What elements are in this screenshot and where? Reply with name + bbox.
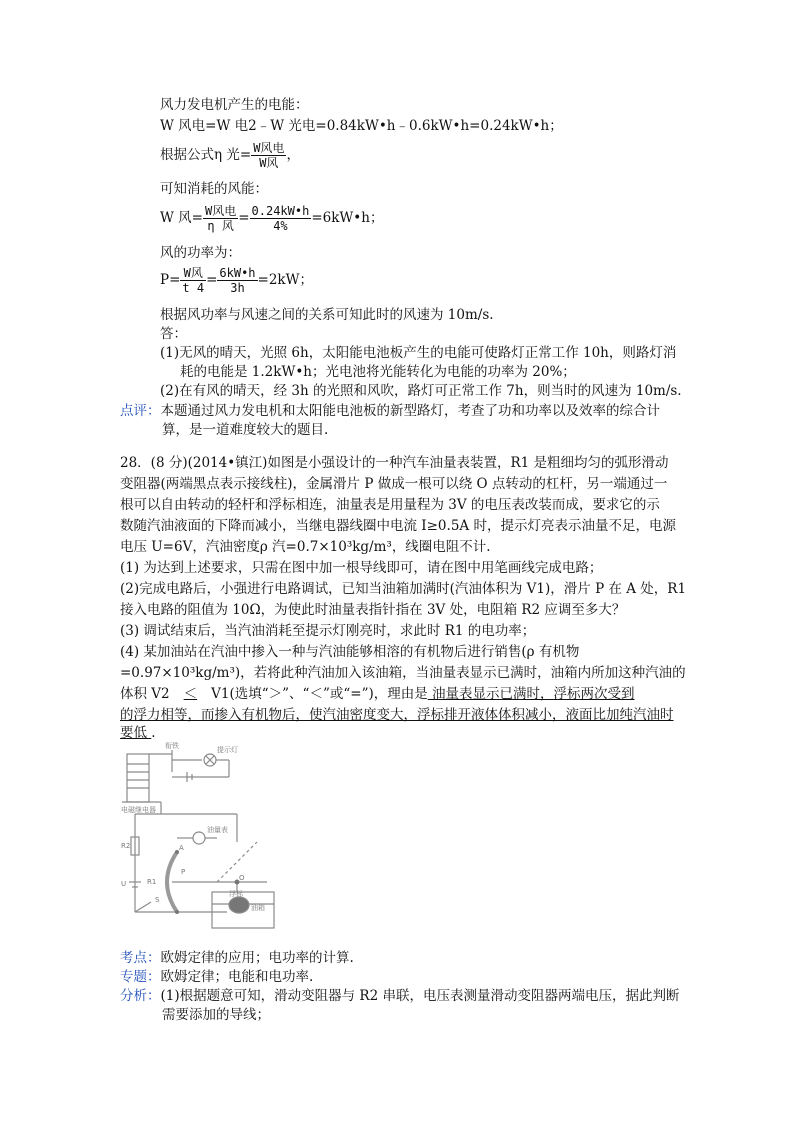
- answer-line: 耗的电能是 1.2kW•h；光电池将光能转化为电能的功率为 20%；: [180, 364, 576, 380]
- fraction: $\frac{6kW•h}{3h}$: [219, 266, 256, 295]
- fig-label-r1: R1: [147, 878, 157, 886]
- fraction: $\frac{\text{W风电}}{\text{W风}}$: [253, 141, 285, 170]
- fraction: $\frac{0.24kW•h}{4\%}$: [251, 204, 310, 233]
- question-text: 变阻器(两端黑点表示接线柱)，金属滑片 P 做成一根可以绕 O 点转动的杠杆，另一端通过一: [120, 476, 668, 492]
- answer-line: (2)在有风的晴天，经 3h 的光照和风吹，路灯可正常工作 7h，则当时的风速为 10m/s.: [160, 383, 682, 399]
- fig-label-r2: R2: [121, 842, 131, 850]
- question-part-2: 接入电路的阻值为 10Ω，为使此时油量表指针指在 3V 处，电阻箱 R2 应调至多大？: [120, 602, 626, 618]
- question-part-4: 体积 V2 ＜ V1(选填“＞”、“＜”或“=”)，理由是 油量表显示已满时，浮标两次受到: [120, 686, 635, 702]
- question-part-4: =0.97×10³kg/m³)，若将此种汽油加入该油箱，当油量表显示已满时，油箱内所加这种汽油的: [120, 665, 686, 681]
- solution-line: 风力发电机产生的电能：: [160, 97, 309, 113]
- formula-power: P= $\frac{\text{W风}}{t 4}$ = $\frac{6kW•h}{3h}$ =2kW；: [160, 266, 313, 295]
- question-part-4: (4) 某加油站在汽油中掺入一种与汽油能够相溶的有机物后进行销售(ρ 有机物: [120, 644, 580, 660]
- fig-label-float: 浮标: [229, 890, 243, 898]
- question-part-3: (3) 调试结束后，当汽油消耗至提示灯刚亮时，求此时 R1 的电功率；: [120, 623, 536, 639]
- formula-efficiency: 根据公式η 光= $\frac{\text{W风电}}{\text{W风}}$ ，: [160, 141, 300, 170]
- analysis-label: 分析：: [120, 988, 161, 1004]
- analysis-topic: 考点：欧姆定律的应用；电功率的计算.: [120, 950, 354, 966]
- analysis-subject: 专题：欧姆定律；电能和电功率.: [120, 969, 314, 985]
- question-text: 28．(8 分)(2014•镇江)如图是小强设计的一种汽车油量表装置，R1 是粗细均匀的弧形滑动: [120, 455, 669, 471]
- fig-label-relay: 电磁继电器: [121, 806, 156, 814]
- fig-label-o: O: [239, 874, 245, 882]
- analysis-line: 需要添加的导线；: [162, 1007, 270, 1023]
- solution-line: 可知消耗的风能：: [160, 181, 268, 197]
- fig-label-tank: 油箱: [251, 904, 265, 912]
- fig-label-lamp: 提示灯: [217, 746, 238, 754]
- fig-label-meter: 油量表: [207, 826, 228, 834]
- comment-line: 算，是一道难度较大的题目.: [162, 422, 329, 438]
- answer-reason: 要低 .: [120, 725, 156, 741]
- circuit-figure: [117, 742, 355, 932]
- question-text: 电压 U=6V，汽油密度ρ 汽=0.7×10³kg/m³，线圈电阻不计.: [120, 539, 491, 555]
- answer-reason: 油量表显示已满时，浮标两次受到: [427, 686, 635, 702]
- solution-line: 根据风功率与风速之间的关系可知此时的风速为 10m/s.: [160, 307, 494, 323]
- fig-label-a: A: [179, 844, 184, 852]
- question-part-1: (1) 为达到上述要求，只需在图中加一根导线即可，请在图中用笔画线完成电路；: [120, 560, 603, 576]
- fig-label-s: S: [155, 896, 160, 904]
- solution-line: 风的功率为：: [160, 245, 241, 261]
- fraction: $\frac{\text{W风电}}{\text{η 风}}$: [204, 204, 237, 233]
- comment-label: 点评：: [120, 403, 161, 419]
- analysis-text: 分析：(1)根据题意可知，滑动变阻器与 R2 串联，电压表测量滑动变阻器两端电压，据此判断: [120, 988, 680, 1004]
- answer-line: (1)无风的晴天，光照 6h，太阳能电池板产生的电能可使路灯正常工作 10h，则路灯消: [160, 345, 677, 361]
- subject-label: 专题：: [120, 969, 161, 985]
- solution-line: W 风电=W 电2﹣W 光电=0.84kW•h﹣0.6kW•h=0.24kW•h；: [160, 118, 563, 134]
- formula-wind-energy: W 风= $\frac{\text{W风电}}{\text{η 风}}$ = $\frac{0.24kW•h}{4\%}$ =6kW•h；: [160, 204, 384, 233]
- answer-reason: 的浮力相等，而掺入有机物后，使汽油密度变大，浮标排开液体体积减小，液面比加纯汽油时: [120, 707, 674, 723]
- question-part-2: (2)完成电路后，小强进行电路调试，已知当油箱加满时(汽油体积为 V1)，滑片 P 在 A 处，R1: [120, 581, 687, 597]
- fig-label-armature: 衔铁: [165, 742, 179, 750]
- fraction: $\frac{\text{W风}}{t 4}$: [182, 266, 205, 295]
- answer-blank: ＜: [183, 686, 198, 702]
- fig-label-u: U: [121, 880, 127, 888]
- comment: 点评：本题通过风力发电机和太阳能电池板的新型路灯，考查了功和功率以及效率的综合计: [120, 403, 660, 419]
- answer-label: 答：: [160, 326, 187, 342]
- topic-label: 考点：: [120, 950, 161, 966]
- question-text: 根可以自由转动的轻杆和浮标相连，油量表是用量程为 3V 的电压表改装而成，要求它的示: [120, 497, 660, 513]
- fig-label-p: P: [181, 868, 186, 876]
- question-text: 数随汽油液面的下降而减小，当继电器线圈中电流 I≥0.5A 时，提示灯亮表示油量不足，电源: [120, 518, 676, 534]
